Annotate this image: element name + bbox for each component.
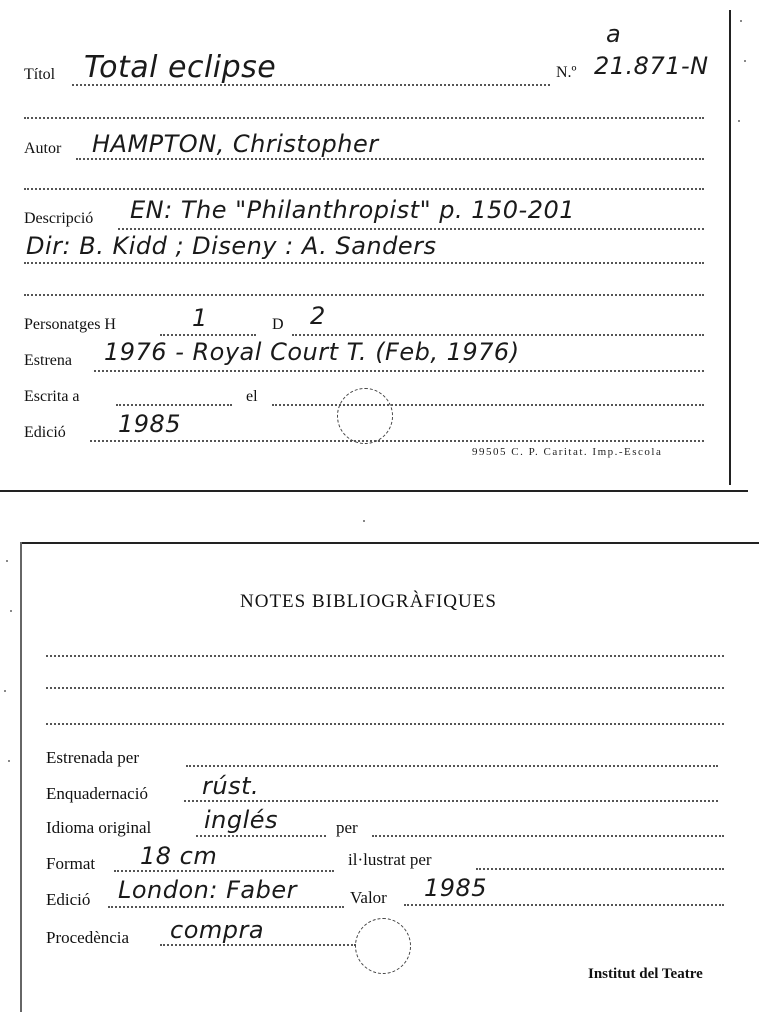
characters-d-value: 2	[310, 302, 326, 330]
institution-imprint: Institut del Teatre	[588, 966, 703, 982]
characters-d-dotted-line	[292, 334, 704, 336]
origin-dotted-line	[160, 944, 356, 946]
written-el-label: el	[246, 388, 258, 405]
card1-right-border	[729, 10, 731, 485]
card2-edition-label: Edició	[46, 890, 91, 909]
edition-value: 1985	[118, 410, 182, 438]
author-label: Autor	[24, 140, 62, 157]
written-in-dotted-line	[116, 404, 232, 406]
card1-edge-speck	[740, 20, 742, 22]
number-suffix: a	[606, 20, 622, 48]
premiered-by-label: Estrenada per	[46, 748, 139, 767]
number-label: N.º	[556, 64, 577, 81]
binding-value: rúst.	[202, 772, 260, 800]
original-language-label: Idioma original	[46, 818, 152, 837]
characters-d-label: D	[272, 316, 284, 333]
card2-left-border	[20, 542, 22, 1012]
card2-edge-speck	[4, 690, 6, 692]
number-value: 21.871-N	[594, 52, 709, 80]
card2-punch-hole	[355, 918, 411, 974]
characters-h-value: 1	[192, 304, 208, 332]
punch-hole	[337, 388, 393, 444]
premiere-dotted-line	[94, 370, 704, 372]
author-dotted-line	[76, 158, 704, 160]
illustrated-by-label: il·lustrat per	[348, 850, 432, 869]
premiere-label: Estrena	[24, 352, 72, 369]
binding-label: Enquadernació	[46, 784, 148, 803]
notes-dotted-line-2	[46, 687, 724, 689]
edition-dotted-line	[90, 440, 704, 442]
card1-edge-speck	[744, 60, 746, 62]
card2-edition-value: London: Faber	[118, 876, 297, 904]
description-dotted-line	[118, 228, 704, 230]
characters-h-label: Personatges H	[24, 316, 116, 333]
card2-edge-speck	[6, 560, 8, 562]
card2-edition-dotted-line	[108, 906, 344, 908]
author-extra-dotted-line	[24, 188, 704, 190]
translated-by-label: per	[336, 818, 358, 837]
description-line2: Dir: B. Kidd ; Diseny : A. Sanders	[26, 232, 437, 260]
card2-edge-speck	[363, 520, 365, 522]
format-label: Format	[46, 854, 96, 873]
title-label: Títol	[24, 66, 56, 83]
original-language-dotted-line	[196, 835, 326, 837]
description-line1: EN: The "Philanthropist" p. 150-201	[130, 196, 575, 224]
written-in-label: Escrita a	[24, 388, 80, 405]
translated-by-dotted-line	[372, 835, 724, 837]
card2-heading: NOTES BIBLIOGRÀFIQUES	[240, 591, 497, 612]
description-dotted-line-3	[24, 294, 704, 296]
value-label: Valor	[350, 888, 387, 907]
card2-edge-speck	[8, 760, 10, 762]
title-extra-dotted-line	[24, 117, 704, 119]
value-dotted-line	[404, 904, 724, 906]
edition-label: Edició	[24, 424, 66, 441]
binding-dotted-line	[184, 800, 718, 802]
format-dotted-line	[114, 870, 334, 872]
written-el-dotted-line	[272, 404, 704, 406]
premiered-by-dotted-line	[186, 765, 718, 767]
origin-label: Procedència	[46, 928, 130, 947]
card2-edge-speck	[10, 610, 12, 612]
description-dotted-line-2	[24, 262, 704, 264]
original-language-value: inglés	[204, 806, 279, 834]
card1-edge-speck	[738, 120, 740, 122]
premiere-value: 1976 - Royal Court T. (Feb, 1976)	[104, 338, 520, 366]
card1-bottom-border	[0, 490, 748, 492]
notes-dotted-line-1	[46, 655, 724, 657]
value-value: 1985	[424, 874, 488, 902]
title-value: Total eclipse	[84, 50, 277, 85]
format-value: 18 cm	[140, 842, 218, 870]
printer-imprint: 99505 C. P. Caritat. Imp.-Escola	[472, 446, 663, 458]
illustrated-by-dotted-line	[476, 868, 724, 870]
origin-value: compra	[170, 916, 265, 944]
notes-dotted-line-3	[46, 723, 724, 725]
description-label: Descripció	[24, 210, 94, 227]
author-value: HAMPTON, Christopher	[92, 130, 379, 158]
card2-top-border	[20, 542, 759, 544]
characters-h-dotted-line	[160, 334, 256, 336]
